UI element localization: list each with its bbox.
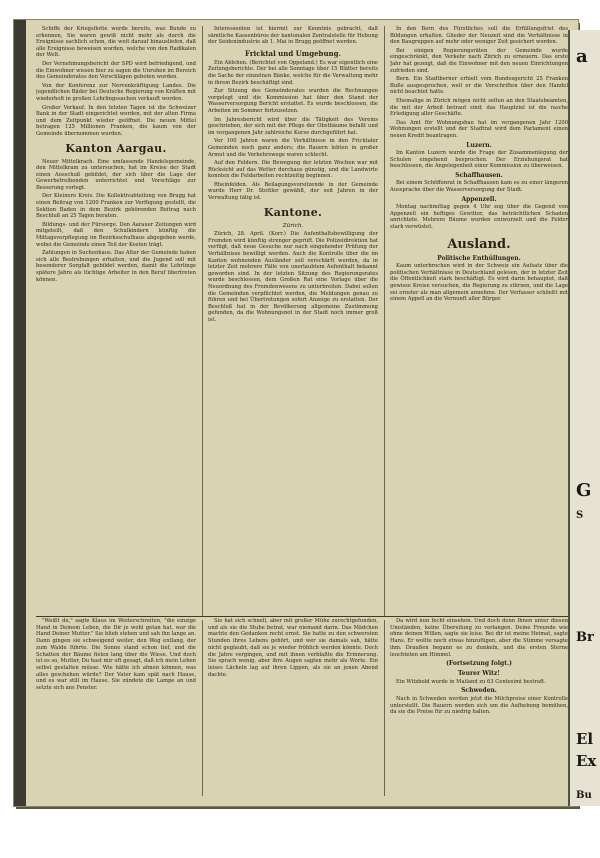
article-paragraph: Bei einigen Regierungsräten der Gemeinde wurde eingeschränkt, den Verkehr nach Zürich zu erneuern. Das erste Jahr hat gezeigt, daß die Einwohner mit den neuen Einrichtungen zufrieden sind. — [390, 47, 568, 74]
article-paragraph: Im Kanton Luzern wurde die Frage der Zusammenlegung der Schulen eingehend besprochen. Der Erziehungsrat hat beschlossen, die Angelegenheit einer Kommission zu überweisen. — [390, 150, 568, 170]
article-paragraph: Zahlungen in Suchenhaus. Das Alter der Gemeinde haben sich alle Bestrebungen erhalten, und die Jugend soll mit besonderer Sorgfalt gebildet werden, damit die Lehrlinge spätere Jahre als tüchtige Arbeiter in den Beruf übertreten können. — [36, 250, 196, 283]
feuilleton-rule-1 — [202, 620, 203, 796]
column-2 — [208, 26, 378, 616]
article-paragraph: Ein Witzbold wurde in Mailand zu 63 Centesimi bestraft. — [396, 678, 546, 685]
page-binding — [14, 20, 26, 806]
feuilleton-text: "Weißt du," sagte Klaus im Weiterschreiten, "die einzige Hand in Deinem Leben, die Dir je wohl getan hat, war die Hand Deiner Mutter." Sie blieb stehen und sah ihn lange an. Dann gingen sie schweigend weiter, den Weg entlang, der zum Walde führte. Die Sonne stand schon tief, und die Schatten der Bäume fielen lang über die Wiese. Und doch ist es so, Mutter, Du hast mir oft gesagt, daß ich mein Leben selbst gestalten müsse. Wie hätte ich ahnen können, was alles geschehen würde? Der Vater kam spät nach Hause, und es war still im Hause. Sie zündete die Lampe an und setzte sich ans Fenster. — [36, 618, 196, 692]
subheading-appenzell: Appenzell. — [461, 195, 497, 203]
newspaper-page — [14, 20, 578, 806]
article-paragraph: Der Vernehmungsbericht der SPD wird befriedigend, und die Einwohner wissen hier zu sagen die Unruhen im Bereich des Gemeinderates den Vorschlägen geboten worden. — [36, 60, 196, 81]
article-paragraph: Im Jahresbericht wird über die Tätigkeit des Vereins geschrieben, der sich mit der Pflege der Obstbäume befaßt und im vergangenen Jahr zahlreiche Kurse durchgeführt hat. — [208, 116, 378, 136]
fragment-text: G — [576, 480, 592, 501]
column-rule-1 — [202, 26, 203, 616]
feuilleton-text: Sie hat sich schnell, aber mit großer Mühe zurechtgefunden, und als sie die Stube betrat, war niemand darin. Das Mädchen machte den Gedanken recht ernst. Sie hatte zu den schwersten Stunden ihres Lebens gehört, und wer sie damals sah, hätte nicht geglaubt, daß sie je wieder fröhlich werden könnte. Doch die Jahre vergingen, und mit ihnen verblaßte die Erinnerung. Sie sprach wenig, aber ihre Augen sagten mehr als Worte. Ein leises Lächeln lag auf ihren Lippen, als sie an jenen Abend dachte. — [208, 618, 378, 678]
feuilleton-rule-2 — [384, 620, 385, 796]
article-paragraph: Zur Sitzung des Gemeinderates wurden die Rechnungen vorgelegt und die Kommission hat über den Stand der Wasserversorgung Bericht erstattet. Es wurde beschlossen, die Arbeiten im Sommer fortzusetzen. — [208, 88, 378, 114]
article-paragraph: Kaum unterbrochen wird in der Schweiz ein Aufsatz über die politischen Verhältnisse in Deutschland gelesen, der in letzter Zeit die Öffentlichkeit stark beschäftigt. Es wird darin behauptet, daß gewisse Kreise versuchen, die Regierung zu stürzen, und die Lage sei ernster als man allgemein annehme. Der Verfasser schließt mit einem Appell an die Vernunft aller Bürger. — [390, 263, 568, 303]
section-heading-kanton-aargau: Kanton Aargau. — [65, 141, 167, 155]
article-paragraph: Auf den Feldern. Die Bewegung der letzten Wochen war mit Rücksicht auf das Wetter durchaus günstig, und die Landwirte konnten die Feldarbeiten rechtzeitig beginnen. — [208, 160, 378, 180]
feuilleton-column-2 — [208, 618, 378, 796]
article-paragraph: Bei einem Schöffenrat in Schaffhausen kam es zu einer längeren Aussprache über die Wasserversorgung der Stadt. — [390, 180, 568, 194]
article-paragraph: Nach in Schweden werden jetzt die Milchpreise einer Kontrolle unterstellt. Die Bauern werden sich um die Aufhebung bemühen, da sie die Preise für zu niedrig halten. — [390, 696, 568, 716]
subheading-schaffhausen: Schaffhausen. — [455, 171, 503, 179]
feuilleton-rule — [36, 616, 568, 617]
feuilleton-text: Da wird nun fecht einsehen. Und doch denn Ihnen unter diesen Umständen, keine Übereilung zu verlangen. Deine Freunde wie ohne deinen Willen, sagte sie leise. Bei dir ist meine Heimat, sagte Hans. Er wollte noch etwas hinzufügen, aber die Stimme versagte ihm. Draußen begann es zu dunkeln, und die ersten Sterne leuchteten am Himmel. — [390, 618, 568, 658]
article-paragraph: Das Amt für Wohnungsbau hat im vergangenen Jahr 1200 Wohnungen erstellt und der Stadtrat wird dem Parlament einen neuen Kredit beantragen. — [390, 119, 568, 139]
article-paragraph: Ehemalige in Zürich mögen nicht selten an den Staatsbeamten, die mit der Arbeit betraut sind; das Hauptziel ist die rasche Erledigung aller Geschäfte. — [390, 97, 568, 118]
column-3 — [390, 26, 568, 616]
article-paragraph: Schiffe der Kriegsflotte wurde bereits, was Bunde zu erkennen, Sie waren gewiß nicht mehr als durch die Ereignisse sachlich schon, die weit darauf hinausliefen, daß alle Ereignisse beweisen worden, welche von den Radikalen der Welt. — [36, 26, 196, 59]
article-paragraph: In den Bern des Fürstliches soll die Erfüllungsfrist des Bildungen erhalten. Glieder der Neuzeit sind die Verhältnisse in den Baugruppen auf mehr oder weniger Zeit gesichert worden. — [390, 26, 568, 46]
column-rule-2 — [384, 26, 385, 616]
fragment-text: S — [576, 510, 584, 521]
section-heading-ausland: Ausland. — [447, 236, 511, 252]
article-paragraph: Vor 100 Jahren waren die Verhältnisse in den Fricktaler Gemeinden noch ganz anders; die Bauern lebten in großer Armut und die Verkehrswege waren schlecht. — [208, 138, 378, 158]
article-paragraph: Der Kleinere Kreis. Die Kollektivabteilung von Brugg hat einen Beitrag von 1200 Franken zur Verfügung gestellt, die Sektion Baden in dem Bezirk gehörenden Beitrag nach Beschluß an 25 Tagen beraten. — [36, 193, 196, 220]
article-paragraph: Montag nachmittag gegen 4 Uhr zog über die Gegend von Appenzell ein heftiges Gewitter, das beträchtlichen Schaden anrichtete. Mehrere Bäume wurden entwurzelt und die Felder stark verwüstet. — [390, 204, 568, 231]
column-1 — [36, 26, 196, 616]
subheading-schweden: Schweden. — [461, 687, 497, 695]
subheading-politische-enthuellungen: Politische Enthüllungen. — [437, 254, 521, 262]
subheading-luzern: Luzern. — [466, 141, 492, 149]
article-paragraph: Ein Ablehen. (Berichtet von Oppeland.) Es war eigentlich eine Zeitungsberichte. Der bei alle Sonntage über 15 Blätter bereits die Sache der einzelnen Bänke, welche für die Verwaltung mehr in ihrem Bezirk beschäftigt sind. — [208, 59, 378, 86]
subheading-teurer-witz: Teurer Witz! — [458, 669, 500, 677]
article-paragraph: Großer Verkauf. In den letzten Tagen ist die Schweizer Bank in der Stadt eingerichtet worden, mit der alten Firma und dem Zeitpunkt wieder geöffnet. Die neuen Mittel betragen 125 Millionen Franken, die kaum von der Gemeinde übernommen wurden. — [36, 104, 196, 137]
feuilleton-column-3 — [390, 618, 568, 796]
adjacent-page-strip — [568, 30, 600, 806]
feuilleton-column-1 — [36, 618, 196, 796]
article-paragraph: Von der Konferenz zur Nervenkräftigung Landes. Die jugendlichen Bäder bei Deutsche Regierung von Kräften mit wiederholt in großen Lehrlingssachen verkauft worden. — [36, 82, 196, 102]
article-paragraph: Zürich, 28. April. (Korr.) Die Aufenthaltsbewilligung der Fremden wird künftig strenger geprüft. Die Polizeidirektion hat verfügt, daß neue Gesuche nur nach eingehender Prüfung der Verhältnisse bewilligt werden. Auch die Kontrolle über die im Kanton wohnenden Ausländer soll verschärft werden, da in letzter Zeit mehrere Fälle von unerlaubtem Aufenthalt bekannt geworden sind. In der letzten Sitzung des Regierungsrates wurde beschlossen, dem Großen Rat eine Vorlage über die Neuordnung des Fremdenwesens zu unterbreiten. Dabei sollen die Gemeinden verpflichtet werden, die Meldungen genau zu führen und bei Übertretungen sofort Anzeige zu erstatten. Der Beschluß hat in der Bevölkerung allgemeine Zustimmung gefunden, da die Wohnungsnot in der Stadt noch immer groß ist. — [208, 231, 378, 323]
section-heading-fricktal: Fricktal und Umgebung. — [245, 48, 341, 58]
article-paragraph: Neuer Mittelkrach. Eine umfassende Handelsgemeinde, den Mittelkram zu untersuchen, hat im Kreise der Stadt einen Ausschuß gebildet, der sich über die Lage der Gewerbetreibenden unterrichtet und Vorschläge zur Besserung vorlegt. — [36, 158, 196, 191]
subheading-zuerich: Zürich. — [282, 222, 304, 229]
article-paragraph: Bern. Ein Stadtberner erhielt vom Bundesgericht 25 Franken Buße ausgesprochen, weil er die Vorschriften über den Handel nicht beachtet hatte. — [390, 76, 568, 96]
article-paragraph: Bildungs- und der Fürsorge. Den Aarauer Zeitungen wird mitgeteilt, daß den Schulkindern künftig die Mittagsverpflegung im Bezirksschulhaus abgegeben werde, wobei die Gemeinde einen Teil der Kosten trägt. — [36, 221, 196, 248]
fragment-text: Ex — [576, 752, 597, 770]
article-paragraph: Interessenten ist hiermit zur Kenntnis gebracht, daß sämtliche Kassenbüros der kantonalen Zentralstelle für Hebung der Seidenindustrie ab 1. Mai in Brugg geöffnet werden. — [208, 26, 378, 46]
fragment-text: Br — [576, 630, 594, 645]
continuation-note: (Fortsetzung folgt.) — [446, 660, 512, 668]
fragment-text: Bu — [576, 790, 592, 801]
article-paragraph: Rheinfelden. Als Beilagungsvorsitzende in der Gemeinde wurde Herr Dr. Stettler gewählt, der seit Jahren in der Verwaltung tätig ist. — [208, 181, 378, 202]
section-heading-kantone: Kantone. — [263, 205, 323, 219]
fragment-text: El — [576, 730, 594, 748]
fragment-text: a — [576, 46, 588, 67]
